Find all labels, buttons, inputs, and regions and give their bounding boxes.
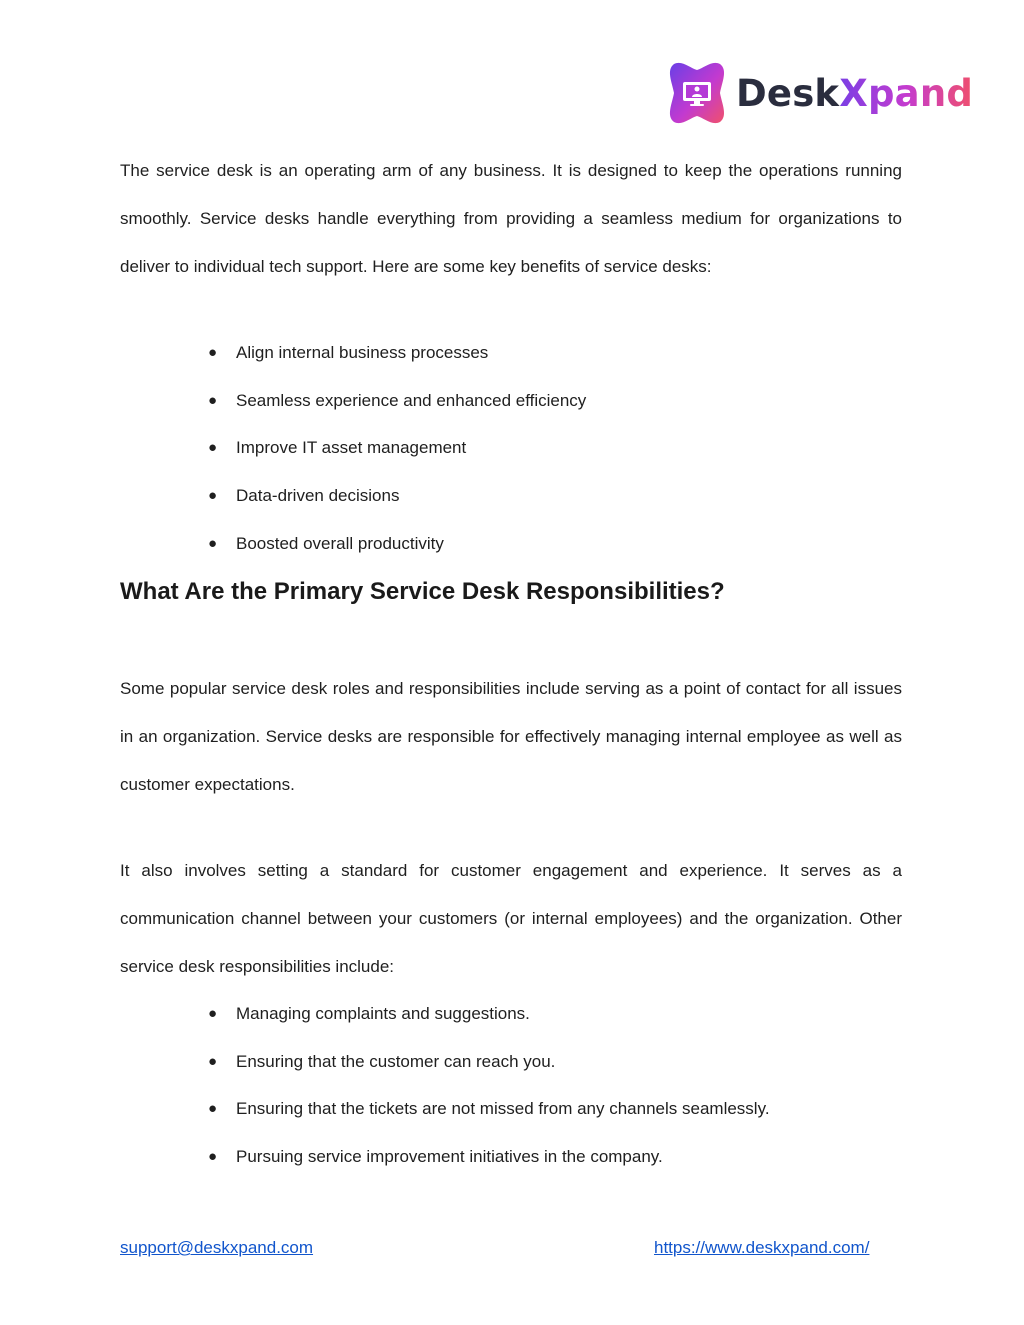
website-link[interactable]: https://www.deskxpand.com/ — [654, 1238, 870, 1257]
responsibilities-paragraph: Some popular service desk roles and responsibilities include serving as a point of contact for all issues in an organization. Service desks are responsible for effectively managing internal employee as well as customer expectations. — [120, 679, 902, 794]
list-item: ● Improve IT asset management — [120, 424, 586, 472]
responsibilities-list — [120, 990, 770, 1181]
intro-paragraph: The service desk is an operating arm of any business. It is designed to keep the operations running smoothly. Service desks handle everything from providing a seamless medium for organizations to deliver to individual tech support. Here are some key benefits of service desks: — [120, 161, 902, 276]
list-item: ● Seamless experience and enhanced efficiency — [120, 377, 586, 425]
bullet-icon: ● — [208, 1052, 218, 1070]
deskxpand-logo-icon — [664, 60, 730, 126]
brand-logo — [664, 60, 973, 126]
benefits-list — [120, 329, 586, 567]
list-item: ● Data-driven decisions — [120, 472, 586, 520]
bullet-icon: ● — [208, 391, 218, 409]
bullet-icon: ● — [208, 1005, 218, 1022]
bullet-icon: ● — [208, 344, 218, 361]
list-item: ● Boosted overall productivity — [120, 520, 586, 568]
section-heading: What Are the Primary Service Desk Responsibilities? — [120, 578, 725, 605]
list-item: ● Ensuring that the tickets are not missed from any channels seamlessly. — [120, 1085, 770, 1133]
list-item: ● Align internal business processes — [120, 329, 586, 377]
engagement-paragraph: It also involves setting a standard for customer engagement and experience. It serves as a communication channel between your customers (or internal employees) and the organization. Other service desk responsibilities include: — [120, 861, 902, 976]
support-email-link[interactable]: support@deskxpand.com — [120, 1238, 314, 1257]
bullet-icon: ● — [208, 534, 218, 552]
brand-name-part2: Xpand — [839, 71, 974, 115]
list-item: ● Managing complaints and suggestions. — [120, 990, 770, 1038]
bullet-icon: ● — [208, 1100, 218, 1118]
brand-name-part1: Desk — [736, 71, 840, 115]
bullet-icon: ● — [208, 487, 218, 505]
list-item: ● Ensuring that the customer can reach you. — [120, 1038, 770, 1086]
bullet-icon: ● — [208, 1148, 218, 1166]
bullet-icon: ● — [208, 439, 218, 457]
list-item: ● Pursuing service improvement initiatives in the company. — [120, 1133, 770, 1181]
brand-wordmark — [736, 71, 974, 115]
